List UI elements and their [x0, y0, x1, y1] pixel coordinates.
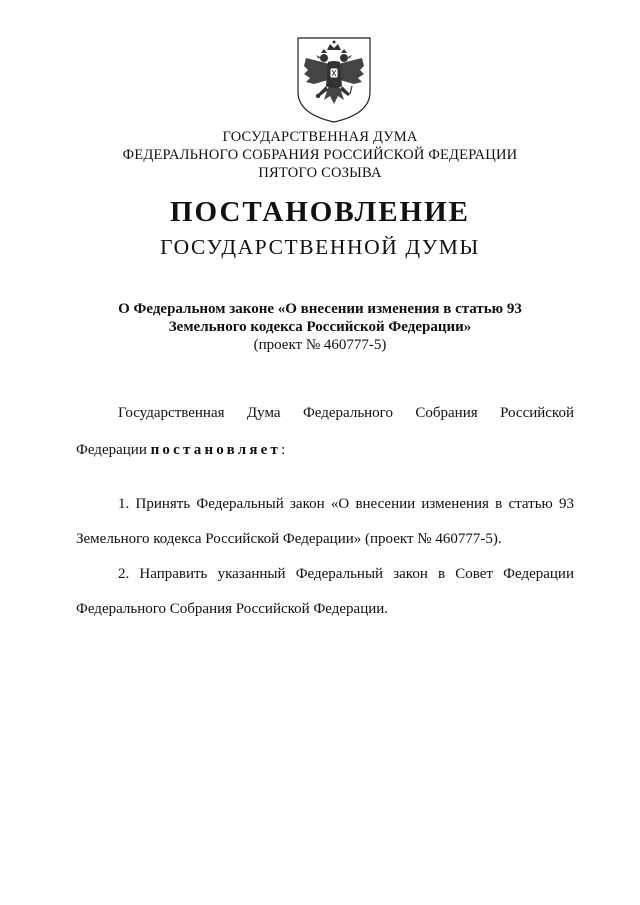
- resolves-word: постановляет: [150, 442, 282, 458]
- org-name-line-2: ФЕДЕРАЛЬНОГО СОБРАНИЯ РОССИЙСКОЙ ФЕДЕРАЦИИ: [122, 147, 518, 163]
- preamble-federation-word: Федерации: [76, 442, 147, 458]
- title-line-2: Земельного кодекса Российской Федерации»: [168, 319, 472, 335]
- preamble-line-2: [76, 442, 574, 459]
- convocation-line: ПЯТОГО СОЗЫВА: [258, 165, 382, 181]
- coat-of-arms-emblem: [294, 36, 374, 124]
- document-type-title: ПОСТАНОВЛЕНИЕ: [169, 196, 470, 228]
- title-line-1: О Федеральном законе «О внесении изменения в статью 93: [118, 301, 522, 317]
- item-1-line-2: Земельного кодекса Российской Федерации» (проект № 460777-5).: [76, 531, 502, 547]
- preamble-colon: :: [281, 442, 286, 458]
- document-type-subtitle: ГОСУДАРСТВЕННОЙ ДУМЫ: [160, 235, 480, 259]
- item-2-line-1: 2. Направить указанный Федеральный закон в Совет Федерации: [118, 566, 574, 582]
- preamble-line-1: Государственная Дума Федерального Собрания Российской: [118, 405, 574, 421]
- project-number: (проект № 460777-5): [253, 337, 387, 353]
- item-1-line-1: 1. Принять Федеральный закон «О внесении изменения в статью 93: [118, 496, 574, 512]
- document-title: [0, 300, 640, 354]
- document-header: [0, 128, 640, 260]
- item-2-line-2: Федерального Собрания Российской Федерации.: [76, 601, 389, 617]
- org-name-line-1: ГОСУДАРСТВЕННАЯ ДУМА: [222, 129, 418, 145]
